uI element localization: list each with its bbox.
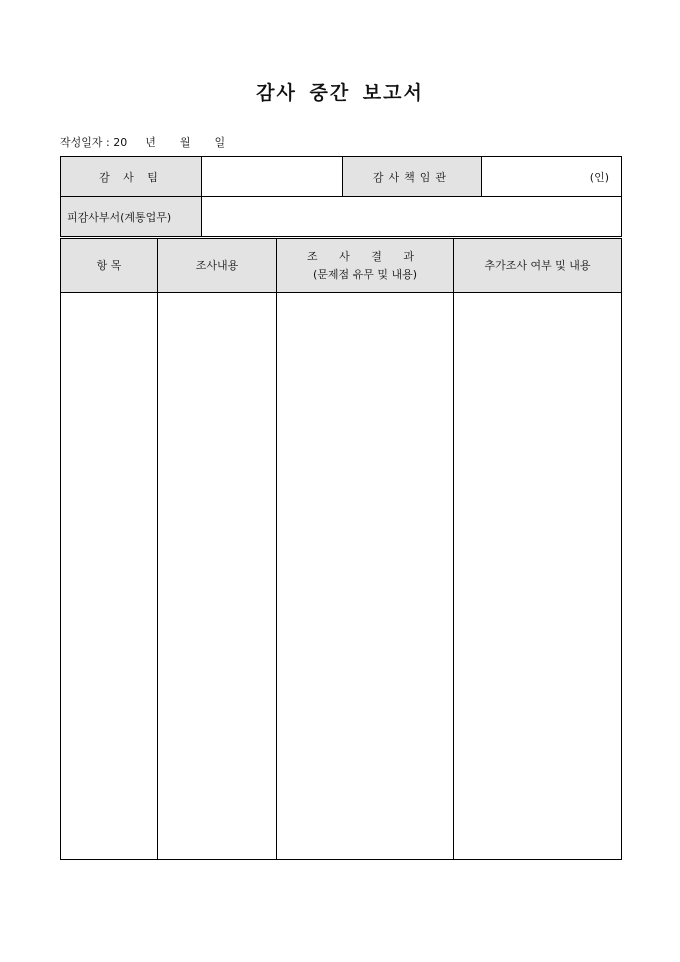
result-cell[interactable] [277, 293, 454, 860]
info-table [60, 156, 622, 237]
info-row-audit [61, 157, 622, 197]
audit-manager-label: 감사책임관 [343, 157, 482, 197]
findings-table [60, 238, 622, 860]
month-unit: 월 [179, 136, 191, 149]
column-header-result [277, 239, 454, 293]
findings-header-row [61, 239, 622, 293]
date-line [60, 134, 225, 150]
year-unit: 년 [145, 136, 156, 149]
date-label: 작성일자 : 20 [60, 136, 128, 149]
audit-manager-field[interactable]: (인) [482, 157, 622, 197]
table-row [61, 293, 622, 860]
column-header-item: 항 목 [61, 239, 158, 293]
item-cell[interactable] [61, 293, 158, 860]
audit-team-field[interactable] [202, 157, 343, 197]
result-header-line2: (문제점 유무 및 내용) [312, 267, 418, 281]
audit-team-label: 감 사 팀 [61, 157, 202, 197]
audited-dept-label: 피감사부서(계통업무) [61, 197, 202, 237]
info-row-dept [61, 197, 622, 237]
column-header-additional: 추가조사 여부 및 내용 [454, 239, 622, 293]
column-header-content: 조사내용 [158, 239, 277, 293]
day-unit: 일 [214, 136, 226, 149]
result-header-line1: 조 사 결 과 [307, 249, 423, 263]
content-cell[interactable] [158, 293, 277, 860]
page-title: 감사 중간 보고서 [256, 82, 424, 104]
audited-dept-field[interactable] [202, 197, 622, 237]
additional-cell[interactable] [454, 293, 622, 860]
